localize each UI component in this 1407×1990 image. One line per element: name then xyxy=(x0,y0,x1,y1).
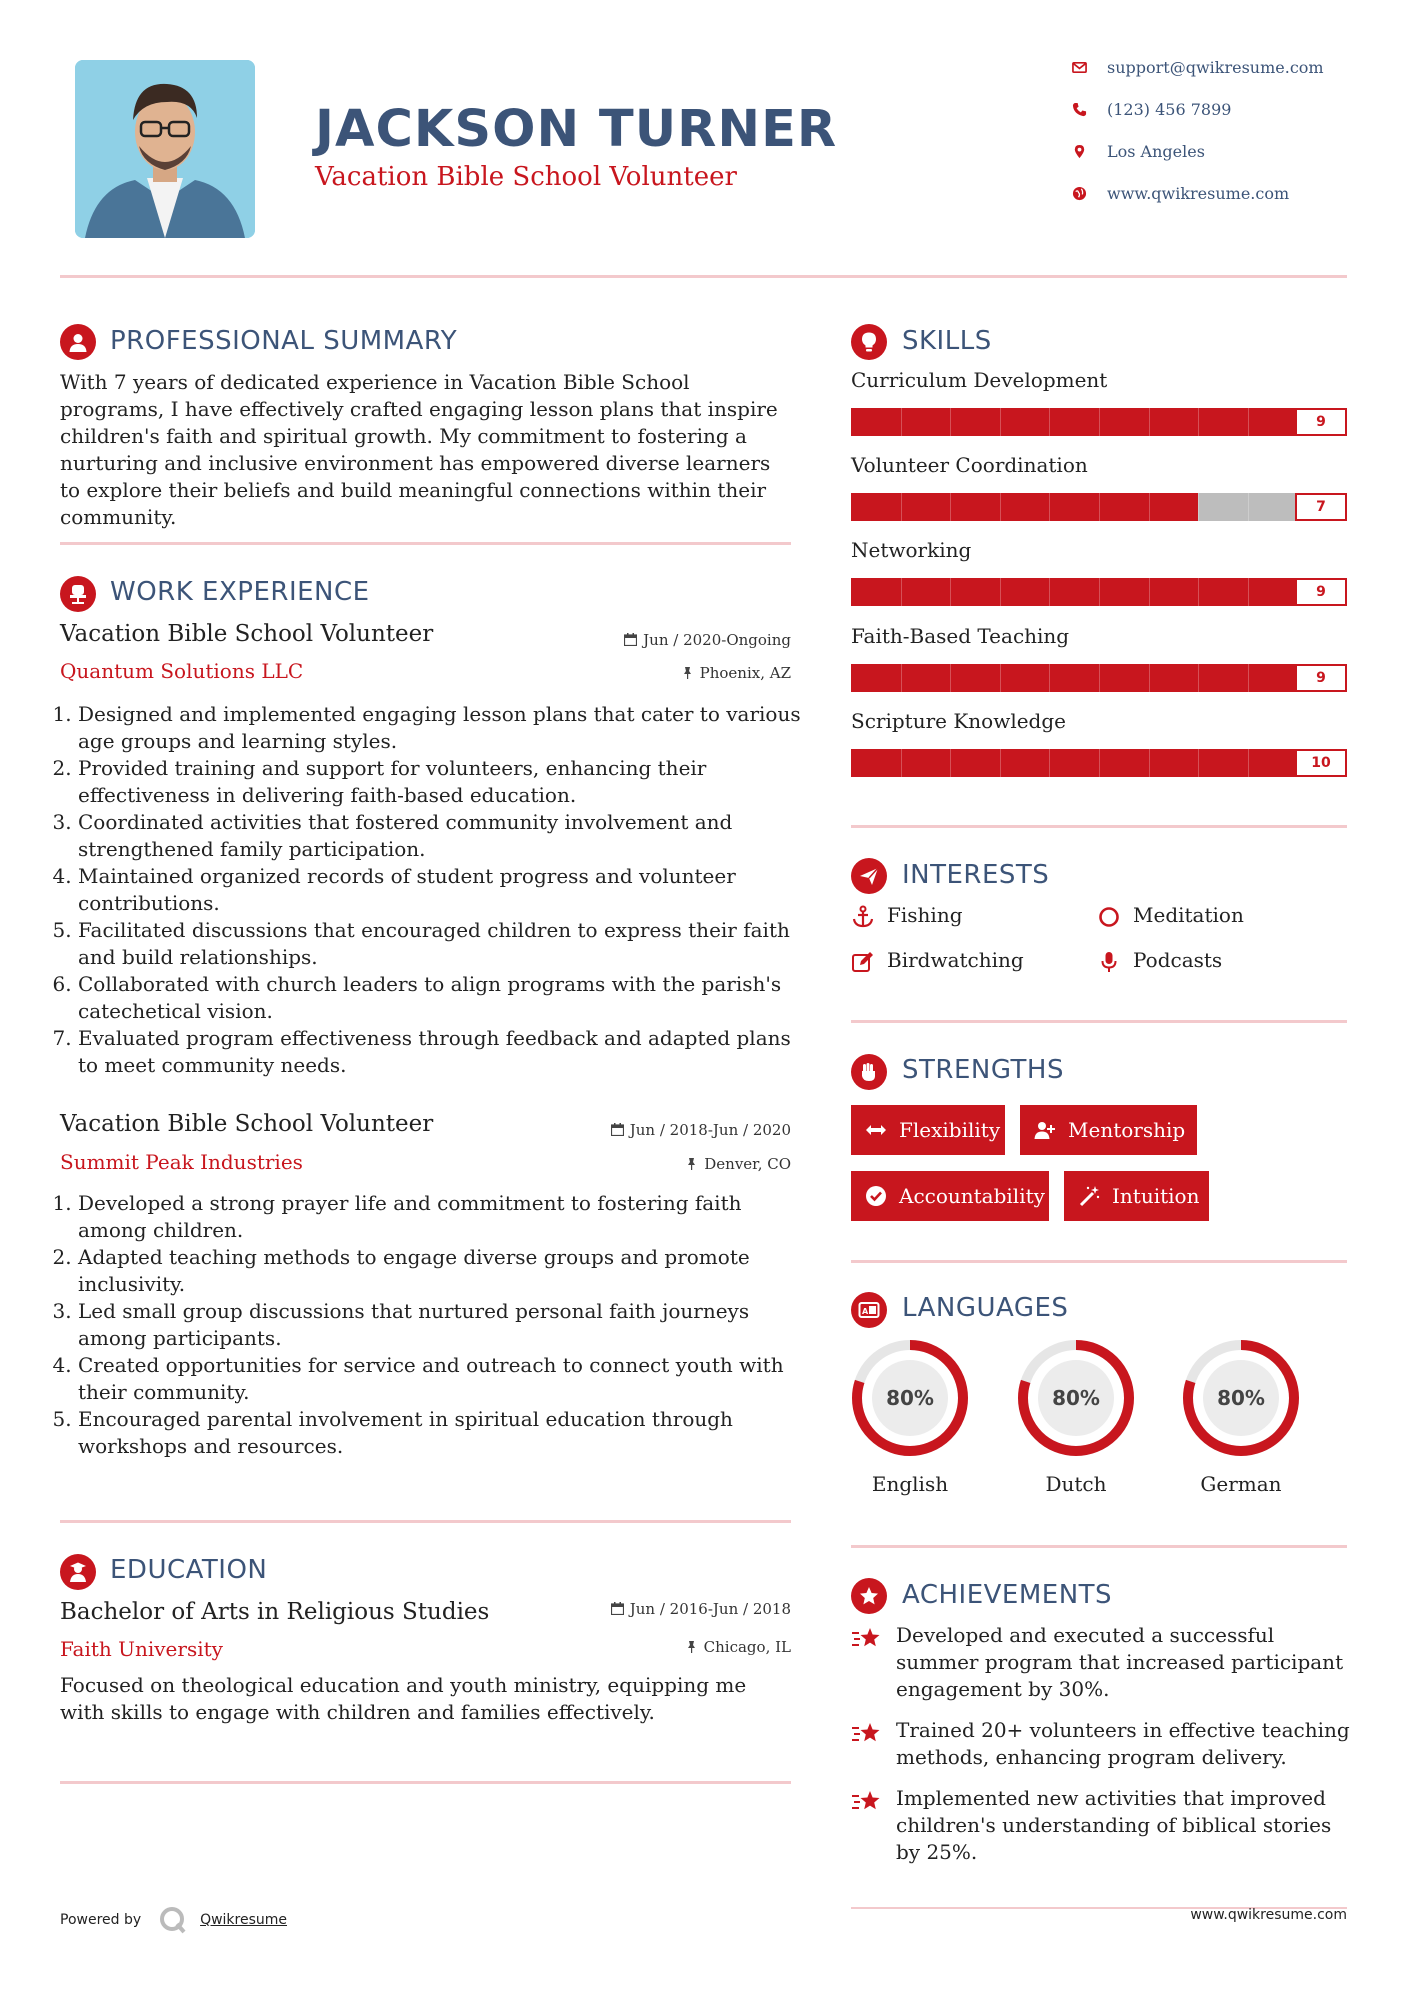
edit-icon xyxy=(851,950,875,974)
skill-bar-fill xyxy=(851,408,1297,436)
skill-bar-segment xyxy=(1149,578,1150,606)
powered-by-text: Powered by xyxy=(60,1912,142,1928)
skill-bar-segment xyxy=(1198,408,1199,436)
skill-bar-segment xyxy=(1049,749,1050,777)
language-name: Dutch xyxy=(1045,1472,1107,1496)
list-item: 6. Collaborated with church leaders to align programs with the parish's catechetical vision. xyxy=(78,971,808,1025)
check-circle-icon xyxy=(865,1185,887,1207)
skill-bar-segment xyxy=(1049,493,1050,521)
job-location xyxy=(681,664,791,682)
skill-bar-segment xyxy=(1248,578,1249,606)
skill-bar-segment xyxy=(950,408,951,436)
job-location-text: Denver, CO xyxy=(704,1155,791,1173)
list-item: 1. Designed and implemented engaging lesson plans that cater to various age groups and learning styles. xyxy=(78,701,808,755)
job-company: Quantum Solutions LLC xyxy=(60,659,304,683)
candidate-title: Vacation Bible School Volunteer xyxy=(315,162,737,192)
skill-bar-segment xyxy=(1000,664,1001,692)
contact-location-text: Los Angeles xyxy=(1107,142,1205,161)
paper-plane-icon xyxy=(851,858,887,894)
skill-bar-segment xyxy=(901,578,902,606)
map-marker-icon xyxy=(1072,144,1087,159)
skill-score: 9 xyxy=(1295,408,1347,436)
skill-bar-segment xyxy=(1248,408,1249,436)
list-item: 4. Maintained organized records of student progress and volunteer contributions. xyxy=(78,863,808,917)
skill-bar-segment xyxy=(901,493,902,521)
anchor-icon xyxy=(851,905,875,929)
skill-score: 9 xyxy=(1295,664,1347,692)
skill-bar-segment xyxy=(1099,493,1100,521)
contact-phone-text: (123) 456 7899 xyxy=(1107,100,1232,119)
magic-wand-icon xyxy=(1078,1185,1100,1207)
skill-label: Curriculum Development xyxy=(851,368,1108,392)
languages-heading: LANGUAGES xyxy=(902,1293,1069,1323)
achievement-item: Developed and executed a successful summer program that increased participant engagement by 30%. xyxy=(896,1623,1344,1701)
job-date-text: Jun / 2018-Jun / 2020 xyxy=(629,1121,791,1139)
list-item: 3. Led small group discussions that nurtured personal faith journeys among participants. xyxy=(78,1298,813,1352)
skill-bar-segment xyxy=(1149,664,1150,692)
skill-label: Faith-Based Teaching xyxy=(851,624,1070,648)
list-item: 5. Encouraged parental involvement in spiritual education through workshops and resources. xyxy=(78,1406,813,1460)
education-date xyxy=(611,1600,791,1618)
brand-link[interactable]: Qwikresume xyxy=(200,1912,288,1928)
list-item: 2. Provided training and support for volunteers, enhancing their effectiveness in delivering faith-based education. xyxy=(78,755,808,809)
interest-label: Birdwatching xyxy=(887,948,1024,972)
pushpin-icon xyxy=(681,666,694,679)
languages-divider xyxy=(851,1545,1347,1548)
interests-heading: INTERESTS xyxy=(902,860,1050,890)
interest-label: Podcasts xyxy=(1133,948,1223,972)
user-circle-icon xyxy=(60,324,96,360)
job-title: Vacation Bible School Volunteer xyxy=(60,621,434,647)
skill-bar-segment xyxy=(1099,408,1100,436)
skill-label: Volunteer Coordination xyxy=(851,453,1088,477)
skill-bar-segment xyxy=(950,493,951,521)
strength-badge xyxy=(1064,1171,1209,1221)
strength-label: Accountability xyxy=(899,1184,1045,1208)
strengths-heading: STRENGTHS xyxy=(902,1055,1064,1085)
summary-text: With 7 years of dedicated experience in Vacation Bible School programs, I have effectively crafted engaging lesson plans that inspire children's faith and spiritual growth. My commitment to fostering a nurturing and inclusive environment has empowered diverse learners to explore their beliefs and build meaningful connections within their community. xyxy=(60,370,778,529)
strength-label: Mentorship xyxy=(1068,1118,1186,1142)
profile-photo xyxy=(75,60,255,238)
skill-label: Scripture Knowledge xyxy=(851,709,1066,733)
achievement-item: Trained 20+ volunteers in effective teaching methods, enhancing program delivery. xyxy=(896,1718,1350,1769)
skill-bar-segment xyxy=(1198,664,1199,692)
job-date xyxy=(611,1121,791,1139)
education-heading: EDUCATION xyxy=(110,1555,268,1585)
list-item: 3. Coordinated activities that fostered community involvement and strengthened family participation. xyxy=(78,809,808,863)
skill-bar-segment xyxy=(1049,578,1050,606)
summary-heading: PROFESSIONAL SUMMARY xyxy=(110,326,458,356)
skill-score: 7 xyxy=(1295,493,1347,521)
skill-bar-segment xyxy=(901,408,902,436)
education-description: Focused on theological education and youth ministry, equipping me with skills to engage with children and families effectively. xyxy=(60,1673,747,1724)
skill-label: Networking xyxy=(851,538,972,562)
job-location-text: Phoenix, AZ xyxy=(699,664,791,682)
shooting-star-icon xyxy=(851,1788,883,1816)
calendar-icon xyxy=(611,1123,624,1136)
skill-bar xyxy=(851,408,1347,436)
skill-bar-segment xyxy=(1198,578,1199,606)
graduate-icon xyxy=(60,1554,96,1590)
skill-bar-segment xyxy=(1248,749,1249,777)
interests-divider xyxy=(851,1020,1347,1023)
education-divider xyxy=(60,1781,791,1784)
degree-title: Bachelor of Arts in Religious Studies xyxy=(60,1599,490,1625)
pushpin-icon xyxy=(685,1157,698,1170)
job-responsibilities xyxy=(60,1190,813,1460)
work-heading: WORK EXPERIENCE xyxy=(110,577,370,607)
strength-badge xyxy=(851,1171,1049,1221)
user-plus-icon xyxy=(1034,1119,1056,1141)
skill-bar-segment xyxy=(1049,664,1050,692)
list-item: 2. Adapted teaching methods to engage diverse groups and promote inclusivity. xyxy=(78,1244,813,1298)
job-date xyxy=(624,631,791,649)
skill-bar-segment xyxy=(1198,493,1199,521)
skill-bar-fill xyxy=(851,493,1198,521)
strengths-divider xyxy=(851,1260,1347,1263)
language-percent: 80% xyxy=(1217,1386,1265,1410)
skill-bar-segment xyxy=(1149,408,1150,436)
job-title: Vacation Bible School Volunteer xyxy=(60,1111,434,1137)
list-item: 5. Facilitated discussions that encouraged children to express their faith and build relationships. xyxy=(78,917,808,971)
skills-divider xyxy=(851,825,1347,828)
skill-bar xyxy=(851,749,1347,777)
skills-heading: SKILLS xyxy=(902,326,992,356)
skill-score: 10 xyxy=(1295,749,1347,777)
skill-bar xyxy=(851,578,1347,606)
strength-label: Flexibility xyxy=(899,1118,1001,1142)
language-icon xyxy=(851,1292,887,1328)
language-item xyxy=(1180,1337,1302,1496)
qwikresume-logo-icon xyxy=(158,1905,188,1935)
skill-bar-fill xyxy=(851,578,1297,606)
pushpin-icon xyxy=(685,1640,698,1653)
skill-score: 9 xyxy=(1295,578,1347,606)
achievements-heading: ACHIEVEMENTS xyxy=(902,1580,1113,1610)
skill-bar-segment xyxy=(1198,749,1199,777)
education-location xyxy=(685,1638,791,1656)
language-percent: 80% xyxy=(1052,1386,1100,1410)
skill-bar-segment xyxy=(1099,664,1100,692)
language-item xyxy=(1015,1337,1137,1496)
skill-bar-segment xyxy=(1099,749,1100,777)
job-location xyxy=(685,1155,791,1173)
skill-bar-segment xyxy=(1049,408,1050,436)
calendar-icon xyxy=(624,633,637,646)
language-proficiency-ring xyxy=(849,1337,971,1459)
globe-icon xyxy=(1072,186,1087,201)
skill-bar-segment xyxy=(950,749,951,777)
star-badge-icon xyxy=(851,1578,887,1614)
education-location-text: Chicago, IL xyxy=(703,1638,791,1656)
interest-label: Meditation xyxy=(1133,903,1244,927)
skill-bar-segment xyxy=(1000,749,1001,777)
skill-bar-segment xyxy=(1149,749,1150,777)
skill-bar-segment xyxy=(901,664,902,692)
header-divider xyxy=(60,275,1347,278)
footer-branding xyxy=(60,1905,287,1935)
strength-badge xyxy=(851,1105,1005,1155)
language-percent: 80% xyxy=(886,1386,934,1410)
strength-label: Intuition xyxy=(1112,1184,1200,1208)
job-date-text: Jun / 2020-Ongoing xyxy=(643,631,791,649)
contact-website-text: www.qwikresume.com xyxy=(1107,184,1290,203)
arrows-horizontal-icon xyxy=(865,1119,887,1141)
skill-bar-segment xyxy=(1000,408,1001,436)
shooting-star-icon xyxy=(851,1720,883,1748)
summary-divider xyxy=(60,542,791,545)
language-name: German xyxy=(1200,1472,1282,1496)
work-divider xyxy=(60,1520,791,1523)
language-proficiency-ring xyxy=(1015,1337,1137,1459)
raised-fist-icon xyxy=(851,1054,887,1090)
contact-email-text: support@qwikresume.com xyxy=(1107,58,1324,77)
skill-bar-segment xyxy=(1248,664,1249,692)
svg-text:A: A xyxy=(862,1307,869,1316)
microphone-icon xyxy=(1097,950,1121,974)
shooting-star-icon xyxy=(851,1625,883,1653)
job-responsibilities xyxy=(60,701,808,1079)
skill-bar-segment xyxy=(1000,493,1001,521)
list-item: 4. Created opportunities for service and outreach to connect youth with their community. xyxy=(78,1352,813,1406)
skill-bar-segment xyxy=(901,749,902,777)
achievement-item: Implemented new activities that improved children's understanding of biblical stories by 25%. xyxy=(896,1786,1332,1864)
list-item: 7. Evaluated program effectiveness through feedback and adapted plans to meet community needs. xyxy=(78,1025,808,1079)
skill-bar-segment xyxy=(1149,493,1150,521)
skill-bar-segment xyxy=(950,578,951,606)
language-item xyxy=(849,1337,971,1496)
strength-badge xyxy=(1020,1105,1197,1155)
briefcase-chair-icon xyxy=(60,576,96,612)
school-name: Faith University xyxy=(60,1637,223,1661)
candidate-name: JACKSON TURNER xyxy=(315,100,838,159)
skill-bar-segment xyxy=(950,664,951,692)
lightbulb-icon xyxy=(851,324,887,360)
envelope-icon xyxy=(1072,60,1087,75)
skill-bar-fill xyxy=(851,664,1297,692)
skill-bar-segment xyxy=(1248,493,1249,521)
skill-bar xyxy=(851,664,1347,692)
calendar-icon xyxy=(611,1602,624,1615)
interest-label: Fishing xyxy=(887,903,963,927)
skill-bar xyxy=(851,493,1347,521)
skill-bar-segment xyxy=(1099,578,1100,606)
education-date-text: Jun / 2016-Jun / 2018 xyxy=(629,1600,791,1618)
language-name: English xyxy=(871,1472,949,1496)
language-proficiency-ring xyxy=(1180,1337,1302,1459)
job-company: Summit Peak Industries xyxy=(60,1150,303,1174)
circle-icon xyxy=(1097,905,1121,929)
skill-bar-segment xyxy=(1000,578,1001,606)
list-item: 1. Developed a strong prayer life and commitment to fostering faith among children. xyxy=(78,1190,813,1244)
footer-website[interactable]: www.qwikresume.com xyxy=(1190,1907,1347,1923)
phone-icon xyxy=(1072,102,1087,117)
